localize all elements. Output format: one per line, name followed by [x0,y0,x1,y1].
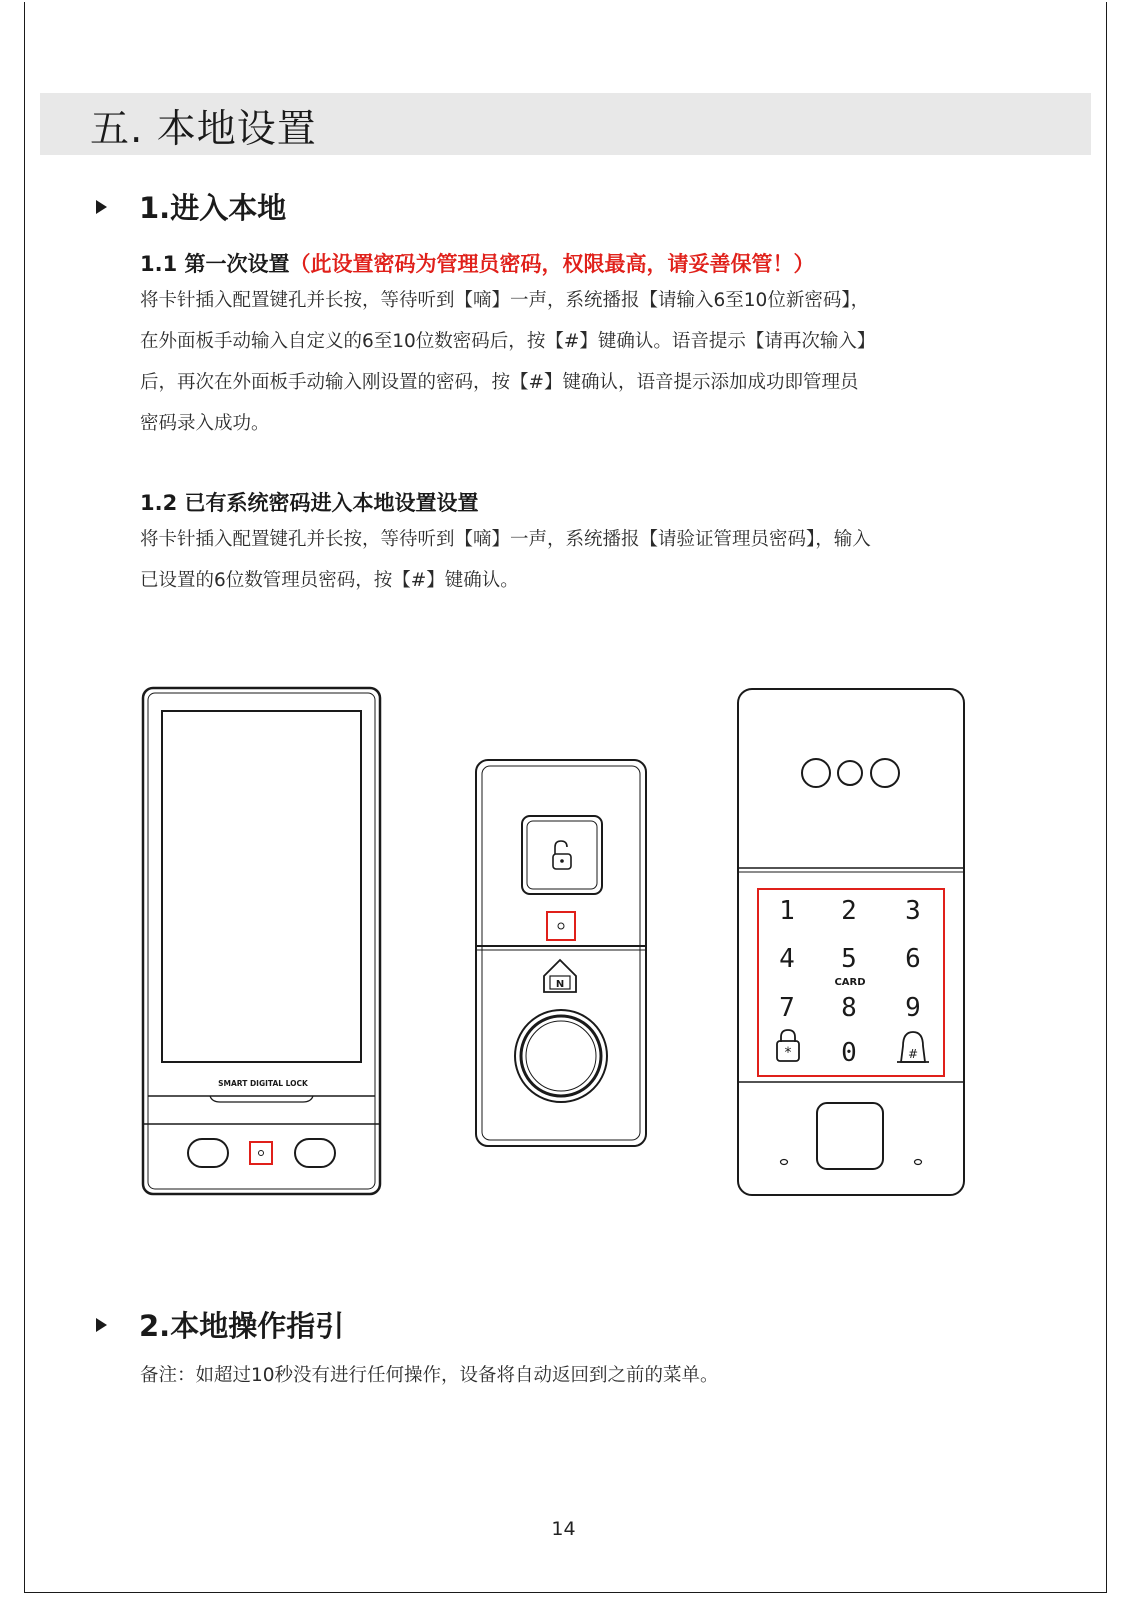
section-2-note [140,1355,719,1396]
triangle-bullet-icon [96,1318,107,1332]
paragraph-line: 在外面板手动输入自定义的6至10位数密码后，按【#】键确认。语音提示【请再次输入】 [140,331,876,352]
key-8: 8 [841,993,857,1023]
subsection-1-2-heading [140,487,479,517]
section-1-heading [96,186,286,227]
section-2-heading [96,1304,344,1345]
touchscreen-lock-illustration [140,686,385,1198]
note-text: 备注：如超过10秒没有进行任何操作，设备将自动返回到之前的菜单。 [140,1365,719,1386]
key-4: 4 [779,944,795,974]
paragraph-line: 将卡针插入配置键孔并长按，等待听到【嘀】一声，系统播报【请输入6至10位新密码】， [140,290,870,311]
paragraph-line: 密码录入成功。 [140,413,270,434]
paragraph-line: 后，再次在外面板手动输入刚设置的密码，按【#】键确认，语音提示添加成功即管理员 [140,372,859,393]
key-7: 7 [779,993,795,1023]
page-number: 14 [551,1518,576,1540]
key-6: 6 [905,944,921,974]
subsection-1-1-body [140,280,875,444]
key-5: 5 [841,944,857,974]
admin-password-warning: （此设置密码为管理员密码，权限最高，请妥善保管！） [289,252,815,276]
left-sensor-icon [188,1139,228,1167]
unlock-button [522,816,602,894]
chapter-title: 五. 本地设置 [90,107,317,152]
smart-digital-lock-label: SMART DIGITAL LOCK [218,1079,308,1088]
card-label: CARD [834,977,866,988]
section-2-title: 2.本地操作指引 [139,1309,345,1343]
paragraph-line: 已设置的6位数管理员密码，按【#】键确认。 [140,570,519,591]
triangle-bullet-icon [96,200,107,214]
key-0: 0 [841,1038,857,1068]
fingerprint-sensor [817,1103,883,1169]
subsection-1-1-title: 1.1 第一次设置 [140,252,290,276]
svg-text:*: * [784,1045,792,1061]
keypad-lock-illustration [735,686,967,1198]
section-1-title: 1.进入本地 [139,191,287,225]
subsection-1-2-title: 1.2 已有系统密码进入本地设置设置 [140,491,479,515]
svg-text:N: N [555,979,565,990]
paragraph-line: 将卡针插入配置键孔并长按，等待听到【嘀】一声，系统播报【请验证管理员密码】，输入 [140,529,871,550]
svg-text:#: # [907,1047,919,1061]
fingerprint-sensor [515,1010,607,1102]
key-3: 3 [905,896,921,926]
key-9: 9 [905,993,921,1023]
key-2: 2 [841,896,857,926]
subsection-1-2-body [140,519,871,601]
fingerprint-lock-illustration [472,758,652,1150]
right-sensor-icon [295,1139,335,1167]
subsection-1-1-heading [140,248,815,278]
key-1: 1 [779,896,795,926]
